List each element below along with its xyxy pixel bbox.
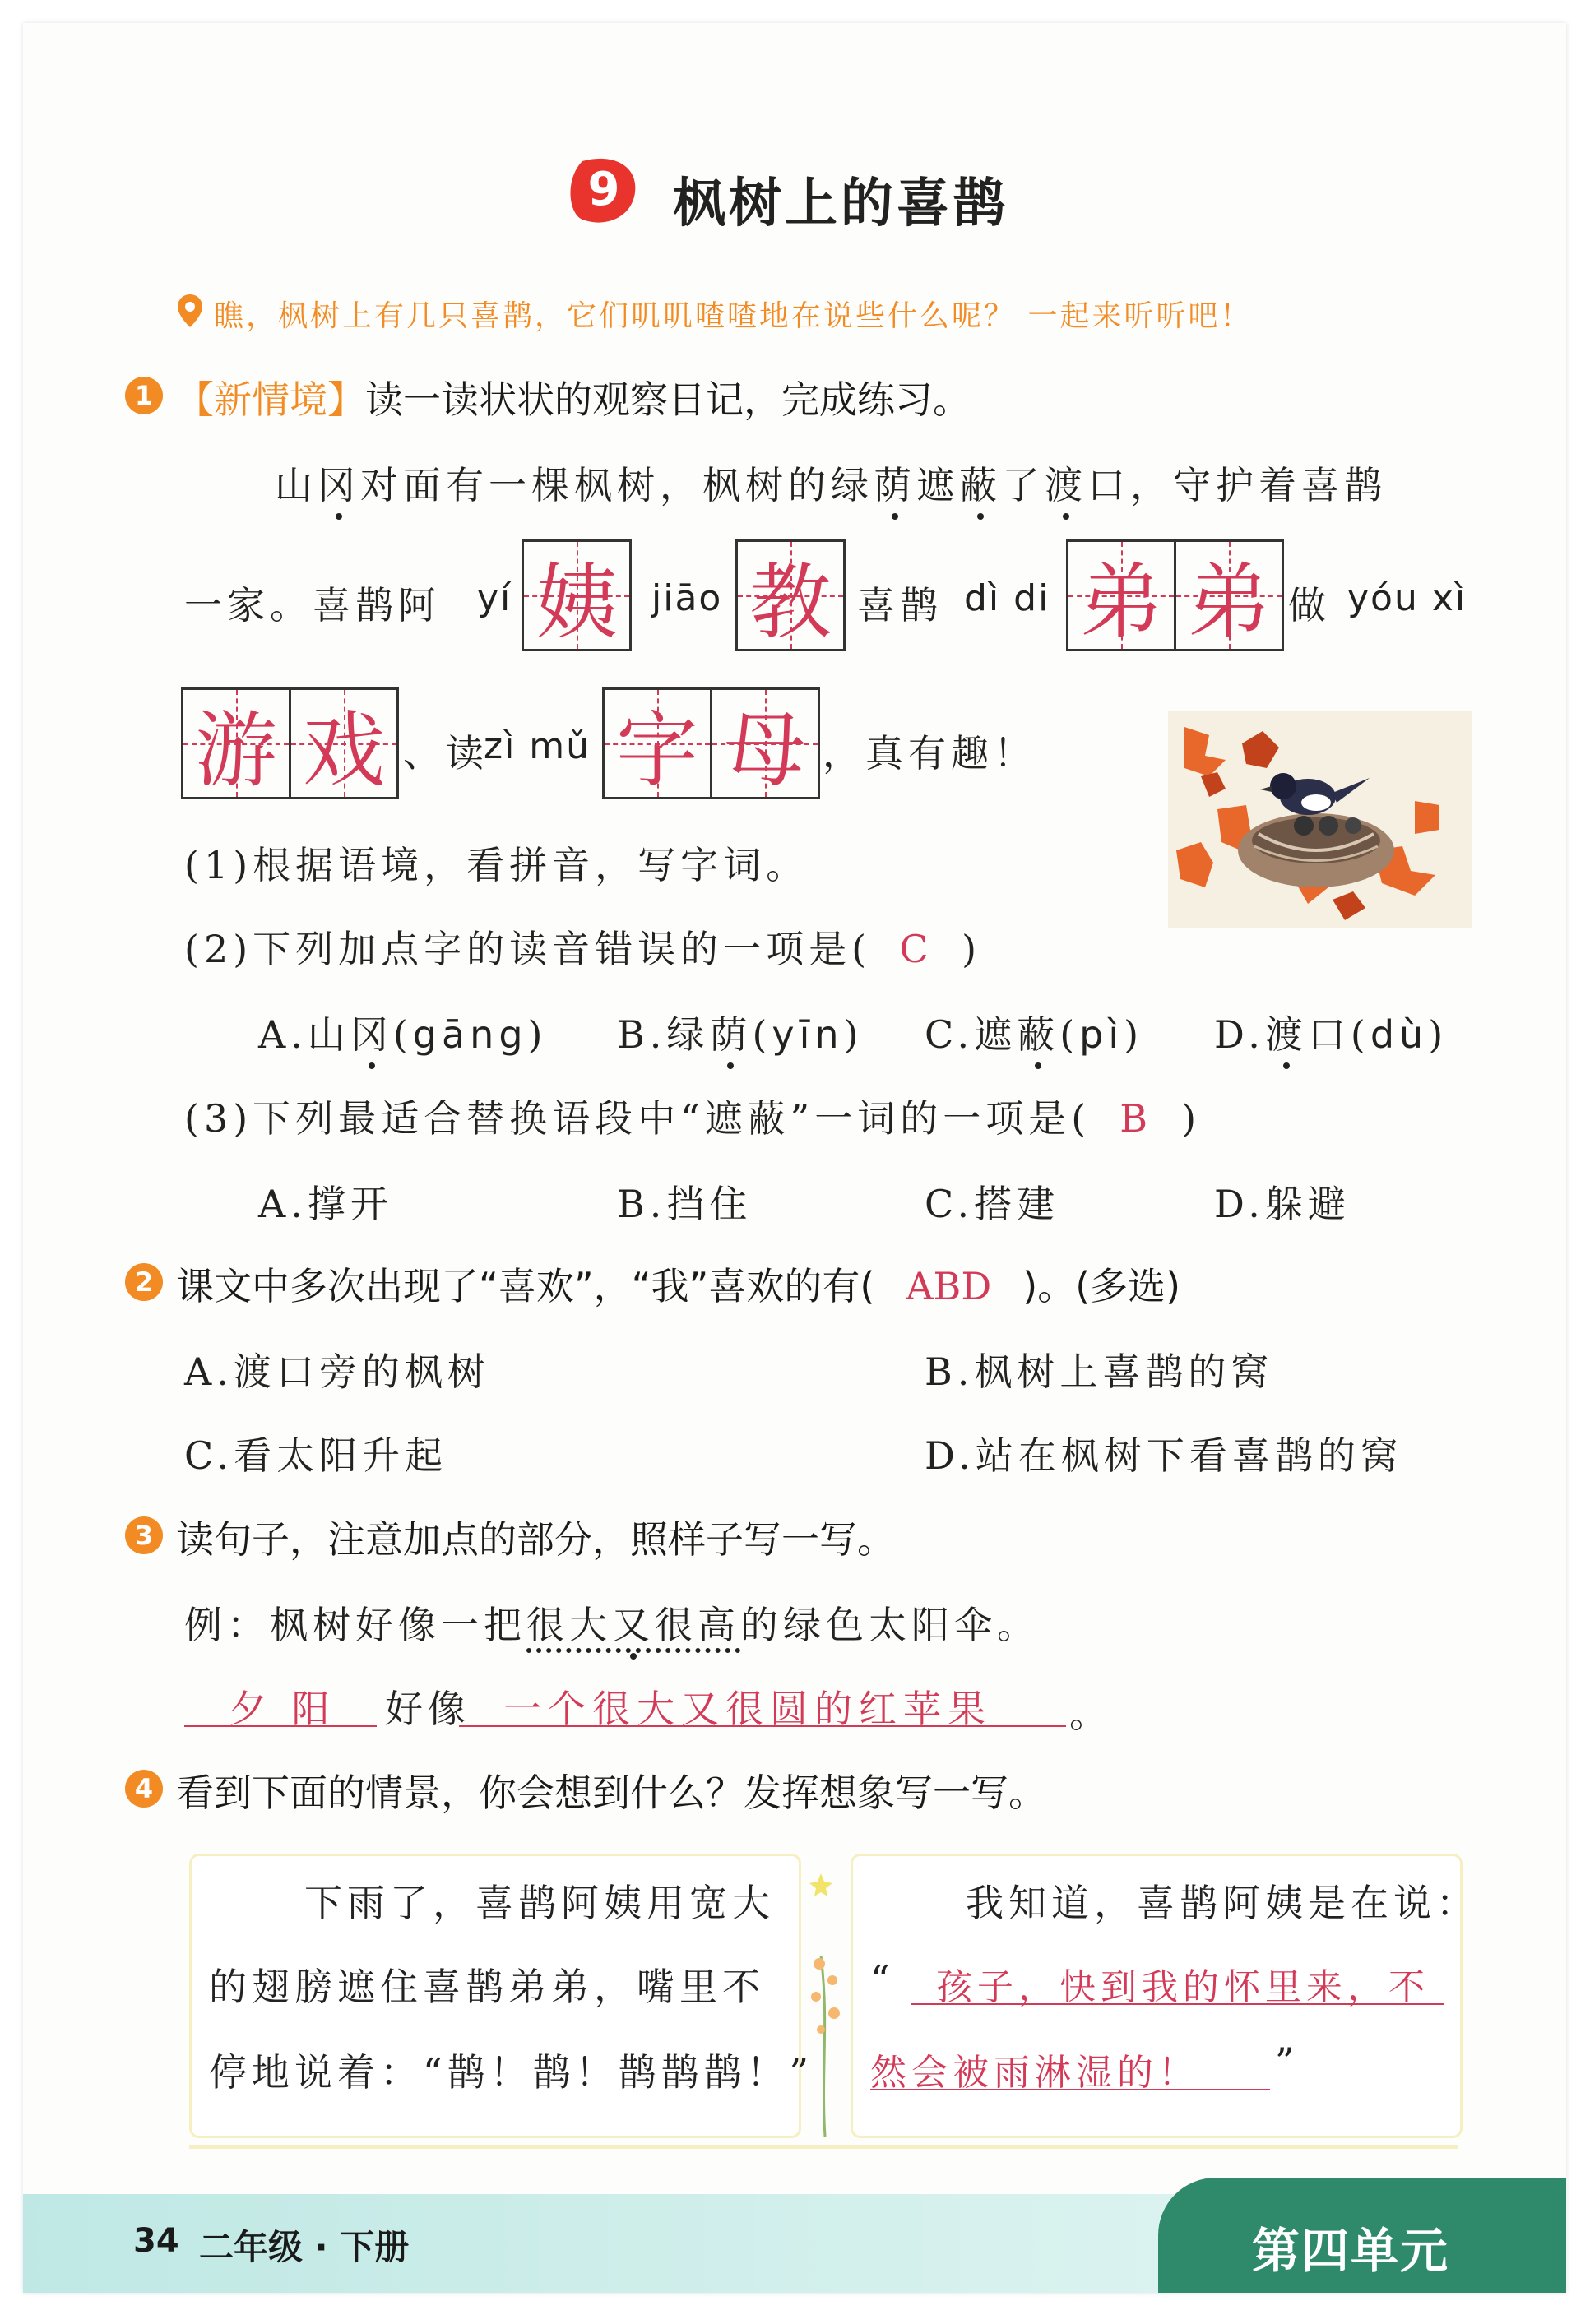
answer-grid-zimu xyxy=(602,687,820,799)
q3-end: 。 xyxy=(1069,1692,1112,1736)
q1-sub3-option-d: D.躲避 xyxy=(1214,1182,1351,1226)
q1-sub2-text: (2)下列加点字的读音错误的一项是( xyxy=(184,927,872,971)
lesson-title: 枫树上的喜鹊 xyxy=(673,174,1008,234)
pinyin-zimu: zì mǔ xyxy=(484,725,591,767)
lesson-number: 9 xyxy=(587,163,620,216)
q4-answer-line2: 然会被雨淋湿的！ xyxy=(870,2052,1199,2094)
answer-grid-jiao xyxy=(735,539,846,651)
q1-sub3-option-b: B.挡住 xyxy=(617,1182,753,1226)
intro-text: 瞧，枫树上有几只喜鹊，它们叽叽喳喳地在说些什么呢？ 一起来听听吧！ xyxy=(214,299,1253,333)
q1-passage-line1: 山冈对面有一棵枫树，枫树的绿荫遮蔽了渡口，守护着喜鹊 xyxy=(275,456,1387,510)
answer-char-di1: 弟 xyxy=(1080,554,1162,650)
q3-answer-1: 夕 阳 xyxy=(229,1687,336,1731)
question-number-3: 3 xyxy=(125,1516,163,1554)
pinyin-youxi: yóu xì xyxy=(1347,577,1467,619)
q3-example-label: 例： xyxy=(184,1603,270,1647)
unit-label: 第四单元 xyxy=(1252,2223,1450,2279)
answer-char-jiao: 教 xyxy=(749,554,832,650)
q2-option-b: B.枫树上喜鹊的窝 xyxy=(925,1349,1274,1394)
q1-passage-line3-b: ，真有趣！ xyxy=(823,731,1036,775)
q3-title: 读句子，注意加点的部分，照样子写一写。 xyxy=(176,1517,895,1562)
q2-option-a: A.渡口旁的枫树 xyxy=(184,1349,490,1394)
q1-sub3-option-c: C.搭建 xyxy=(925,1182,1060,1226)
q1-sub3-end: ) xyxy=(1181,1096,1202,1141)
q3-example-dotted: 很大又很高 xyxy=(526,1595,740,1650)
grade-label: 二年级 · 下册 xyxy=(199,2227,410,2267)
q1-passage-line2-c: 做 xyxy=(1288,583,1331,627)
q4-left-line3: 停地说着：“鹊！鹊！鹊鹊鹊！” xyxy=(209,2050,814,2095)
q1-passage-line3-a: 、读 xyxy=(403,731,489,775)
pinyin-jiao: jiāo xyxy=(651,577,723,619)
answer-char-xi: 戏 xyxy=(303,702,385,799)
q1-sub3 xyxy=(184,1089,1201,1143)
q1-sub2-option-a: A.山冈(gāng) xyxy=(258,1005,548,1059)
q1-sub3-text: (3)下列最适合替换语段中“遮蔽”一词的一项是( xyxy=(184,1096,1092,1141)
q1-passage-line2-b: 喜鹊 xyxy=(857,583,943,627)
q1-title-text: 读一读状状的观察日记，完成练习。 xyxy=(365,377,971,422)
question-number-1: 1 xyxy=(125,377,163,414)
q1-tag: 【新情境】 xyxy=(176,377,365,422)
answer-grid-yi xyxy=(522,539,632,651)
q2-answer: ABD xyxy=(906,1264,992,1308)
q3-answer-2-line xyxy=(459,1725,1066,1727)
q4-left-line1: 下雨了，喜鹊阿姨用宽大 xyxy=(304,1881,775,1925)
q4-answer-line2-underline xyxy=(870,2089,1270,2090)
q1-sub2-option-b: B.绿荫(yīn) xyxy=(617,1005,864,1059)
q4-left-line2: 的翅膀遮住喜鹊弟弟，嘴里不 xyxy=(209,1965,765,2009)
answer-grid-youxi xyxy=(181,687,399,799)
question-number-4: 4 xyxy=(125,1770,163,1808)
q1-sub1: (1)根据语境，看拼音，写字词。 xyxy=(184,843,809,887)
pinyin-yi: yí xyxy=(477,577,512,619)
answer-char-you: 游 xyxy=(195,702,277,799)
pinyin-didi: dì di xyxy=(964,577,1050,619)
q2-title xyxy=(176,1257,1180,1311)
q3-mid: 好像 xyxy=(385,1687,471,1731)
q1-title xyxy=(176,370,971,424)
q3-example xyxy=(184,1595,1040,1650)
answer-char-yi: 姨 xyxy=(535,554,618,650)
q1-sub2-option-c: C.遮蔽(pì) xyxy=(925,1005,1143,1059)
q1-sub2 xyxy=(184,919,981,974)
q4-right-intro: 我知道，喜鹊阿姨是在说： xyxy=(966,1881,1479,1925)
answer-char-di2: 弟 xyxy=(1188,554,1270,650)
q4-answer-line1-underline xyxy=(911,2003,1444,2005)
q1-sub3-answer: B xyxy=(1119,1096,1153,1141)
q2-option-c: C.看太阳升起 xyxy=(184,1433,448,1478)
q2-title-a: 课文中多次出现了“喜欢”，“我”喜欢的有( xyxy=(176,1264,875,1308)
page-number: 34 xyxy=(133,2222,179,2260)
q2-title-b: )。(多选) xyxy=(1022,1264,1181,1308)
divider-line xyxy=(189,2145,1458,2149)
q1-sub2-answer: C xyxy=(899,927,934,971)
magpie-nest-illustration xyxy=(1168,711,1472,928)
answer-char-mu: 母 xyxy=(724,702,806,799)
q1-sub3-option-a: A.撑开 xyxy=(258,1182,393,1226)
q1-passage-line2-a: 一家。喜鹊阿 xyxy=(184,583,441,627)
q3-answer-1-line xyxy=(184,1725,377,1727)
answer-grid-didi xyxy=(1066,539,1284,651)
flower-decoration-icon xyxy=(796,1857,854,2140)
q2-option-d: D.站在枫树下看喜鹊的窝 xyxy=(925,1433,1403,1478)
question-number-2: 2 xyxy=(125,1263,163,1301)
q3-example-b: 的绿色太阳伞。 xyxy=(740,1603,1040,1647)
workbook-page xyxy=(23,23,1566,2293)
q1-sub2-option-d: D.渡口(dù) xyxy=(1214,1005,1448,1059)
q4-answer-line1: 孩子，快到我的怀里来，不 xyxy=(936,1966,1430,2008)
q1-sub2-end: ) xyxy=(962,927,982,971)
q3-example-a: 枫树好像一把 xyxy=(270,1603,526,1647)
lesson-badge xyxy=(566,153,642,229)
answer-char-zi: 字 xyxy=(616,702,698,799)
location-pin-icon xyxy=(176,293,204,332)
q4-title: 看到下面的情景，你会想到什么？发挥想象写一写。 xyxy=(176,1771,1046,1815)
q3-answer-2: 一个很大又很圆的红苹果 xyxy=(503,1687,992,1731)
q4-right-close-quote: ” xyxy=(1275,2039,1300,2084)
q4-right-open-quote: “ xyxy=(870,1957,895,2002)
